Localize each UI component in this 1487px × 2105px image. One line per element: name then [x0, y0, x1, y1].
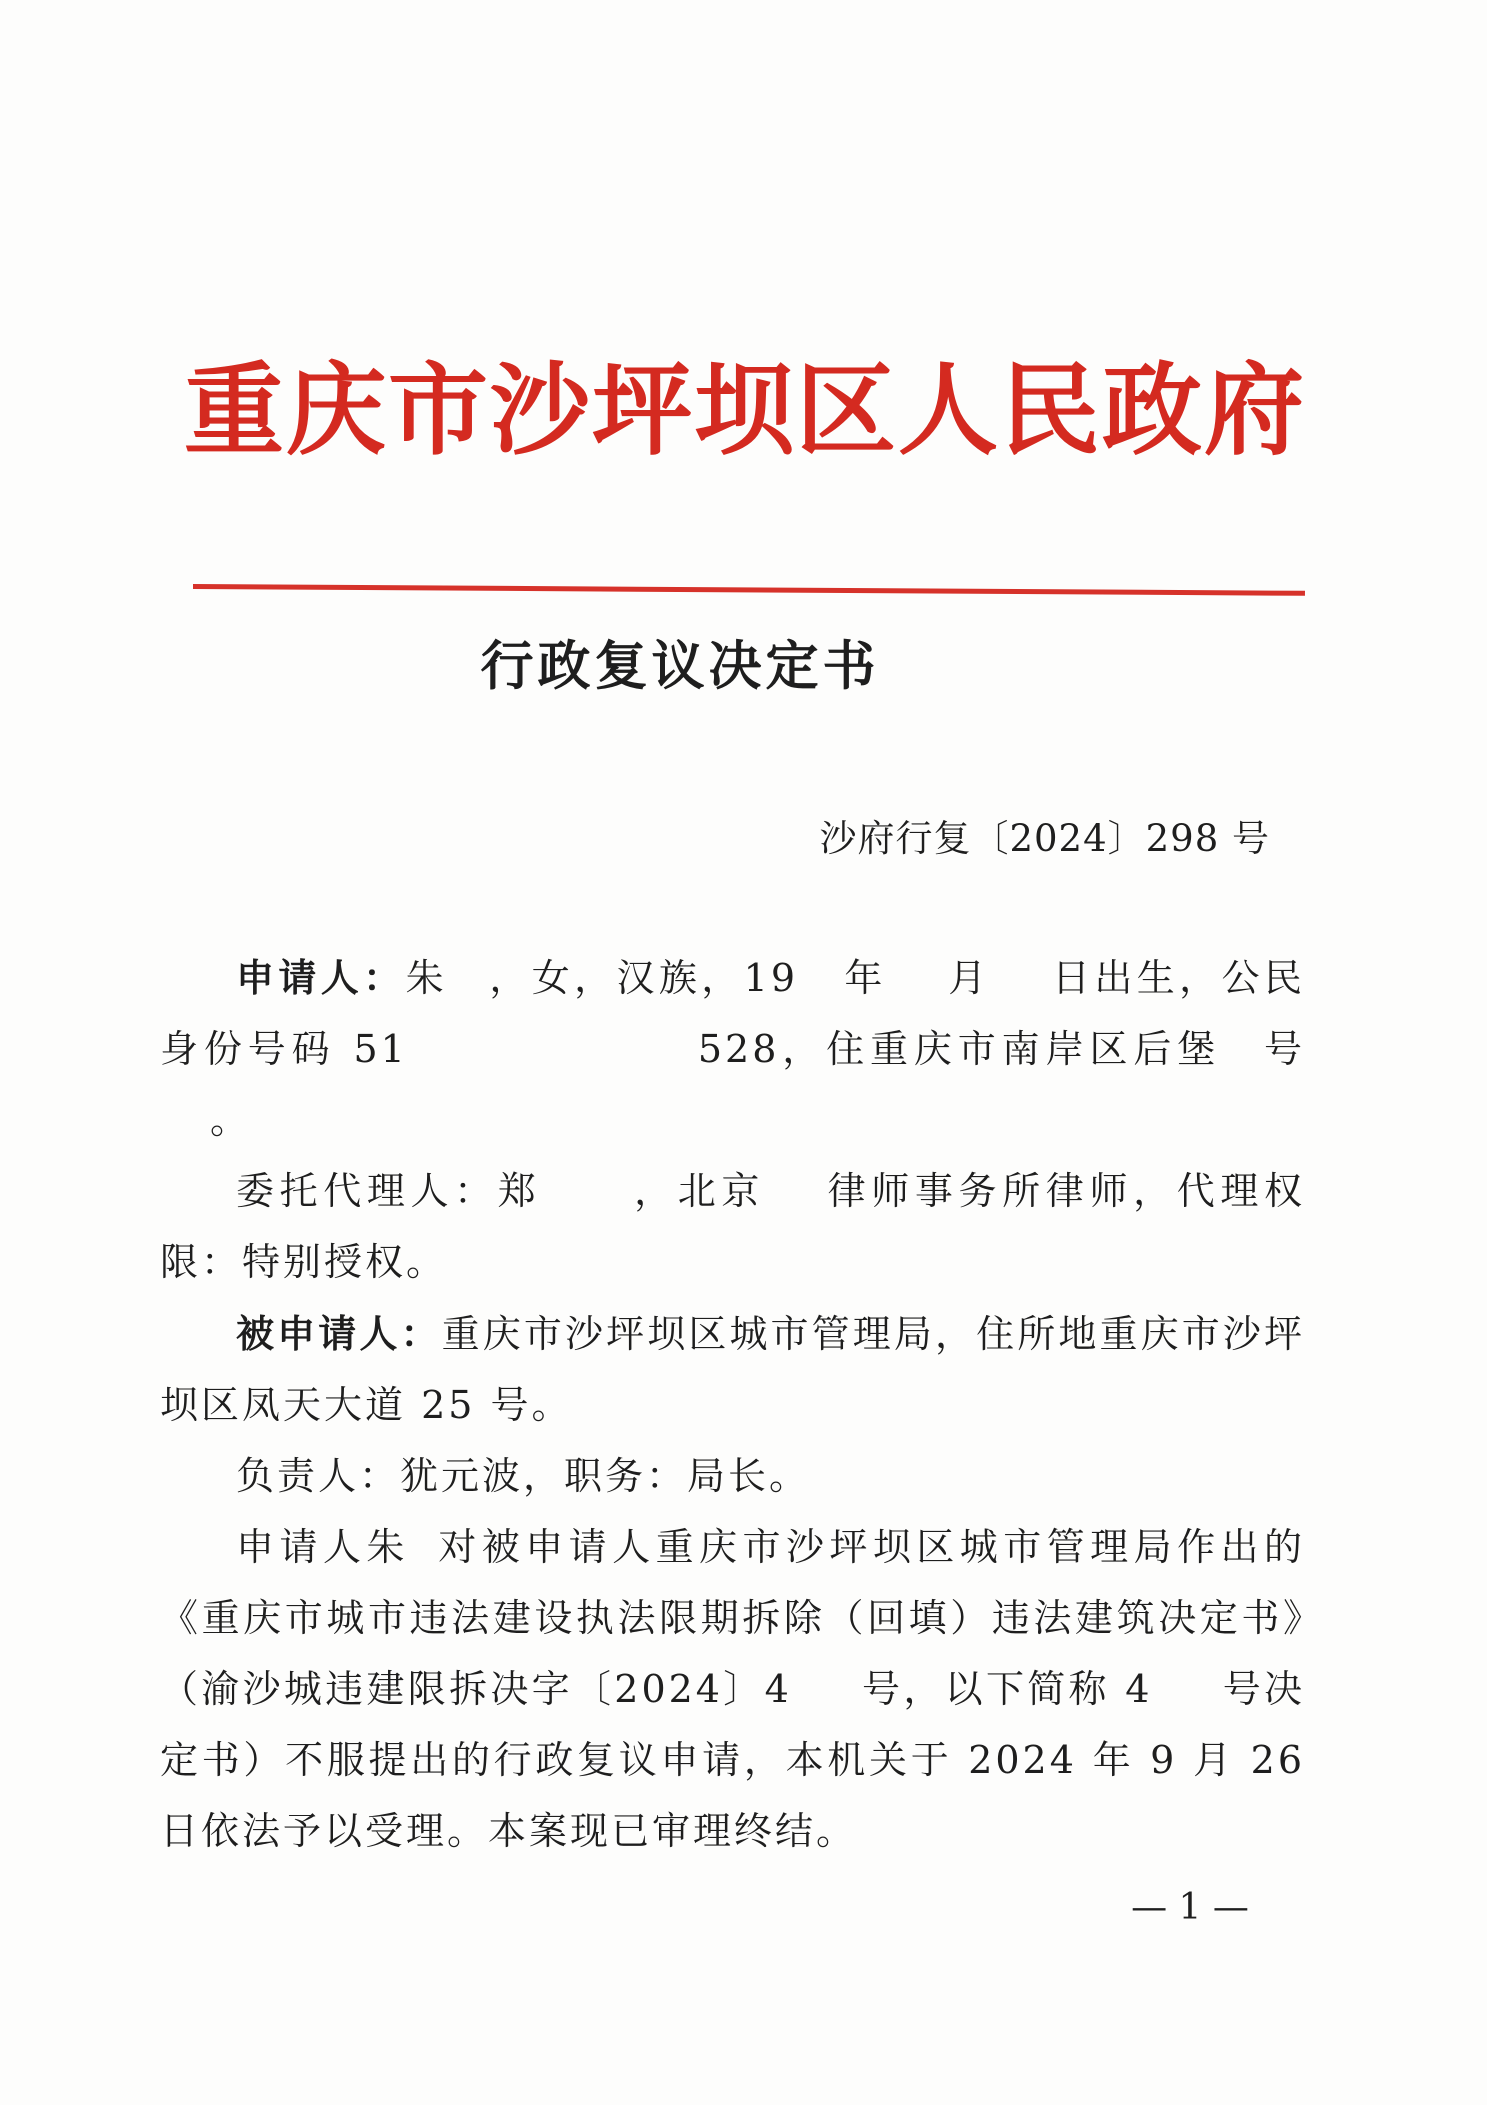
respondent-paragraph	[160, 1298, 1305, 1441]
case-text-2: 对被申请人重庆市沙坪坝区城市管理局作出的《重庆市城市违法建设执法限期拆除（回填）违法建筑决定书》（渝沙城违建限拆决字〔2024〕4	[160, 1525, 1305, 1711]
applicant-text-4: 月	[946, 956, 991, 1000]
agent-text-3: 律师事务所律师，代理权限：特别授权。	[160, 1169, 1305, 1284]
document-number: 沙府行复〔2024〕298 号	[819, 817, 1270, 860]
page-number: — 1 —	[1131, 1887, 1249, 1928]
applicant-text-3: 年	[843, 956, 887, 1000]
agent-text-1: 委托代理人：郑	[236, 1169, 542, 1213]
applicant-text-7: 号	[1261, 1027, 1305, 1071]
applicant-text-5: 日出生，公民身份号码 51	[160, 956, 1305, 1071]
case-text-4: 号决定书）不服提出的行政复议申请，本机关于 2024 年 9 月 26 日依法予以受理。本案现已审理终结。	[160, 1667, 1305, 1853]
document-body	[160, 942, 1305, 1867]
applicant-text-2: ，女，汉族，19	[487, 956, 799, 1000]
applicant-text-6: 528，住重庆市南岸区后堡	[697, 1027, 1222, 1071]
case-text-3: 号，以下简称 4	[861, 1667, 1153, 1711]
applicant-text-8: 。	[210, 1098, 252, 1142]
case-paragraph	[160, 1512, 1305, 1867]
respondent-text: 重庆市沙坪坝区城市管理局，住所地重庆市沙坪坝区凤天大道 25 号。	[160, 1312, 1305, 1427]
head-person-paragraph	[160, 1441, 1305, 1512]
respondent-label: 被申请人：	[236, 1311, 442, 1356]
applicant-label: 申请人：	[236, 955, 406, 1000]
agent-text-2: ，北京	[631, 1169, 765, 1213]
head-person-text: 负责人：犹元波，职务：局长。	[236, 1454, 811, 1498]
case-text-1: 申请人朱	[236, 1525, 410, 1569]
issuer-header: 重庆市沙坪坝区人民政府	[184, 351, 1306, 469]
applicant-text-1: 朱	[405, 956, 448, 1000]
document-title: 行政复议决定书	[480, 635, 880, 697]
agent-paragraph	[160, 1156, 1305, 1298]
applicant-paragraph	[160, 942, 1305, 1156]
red-separator-rule	[193, 584, 1305, 596]
